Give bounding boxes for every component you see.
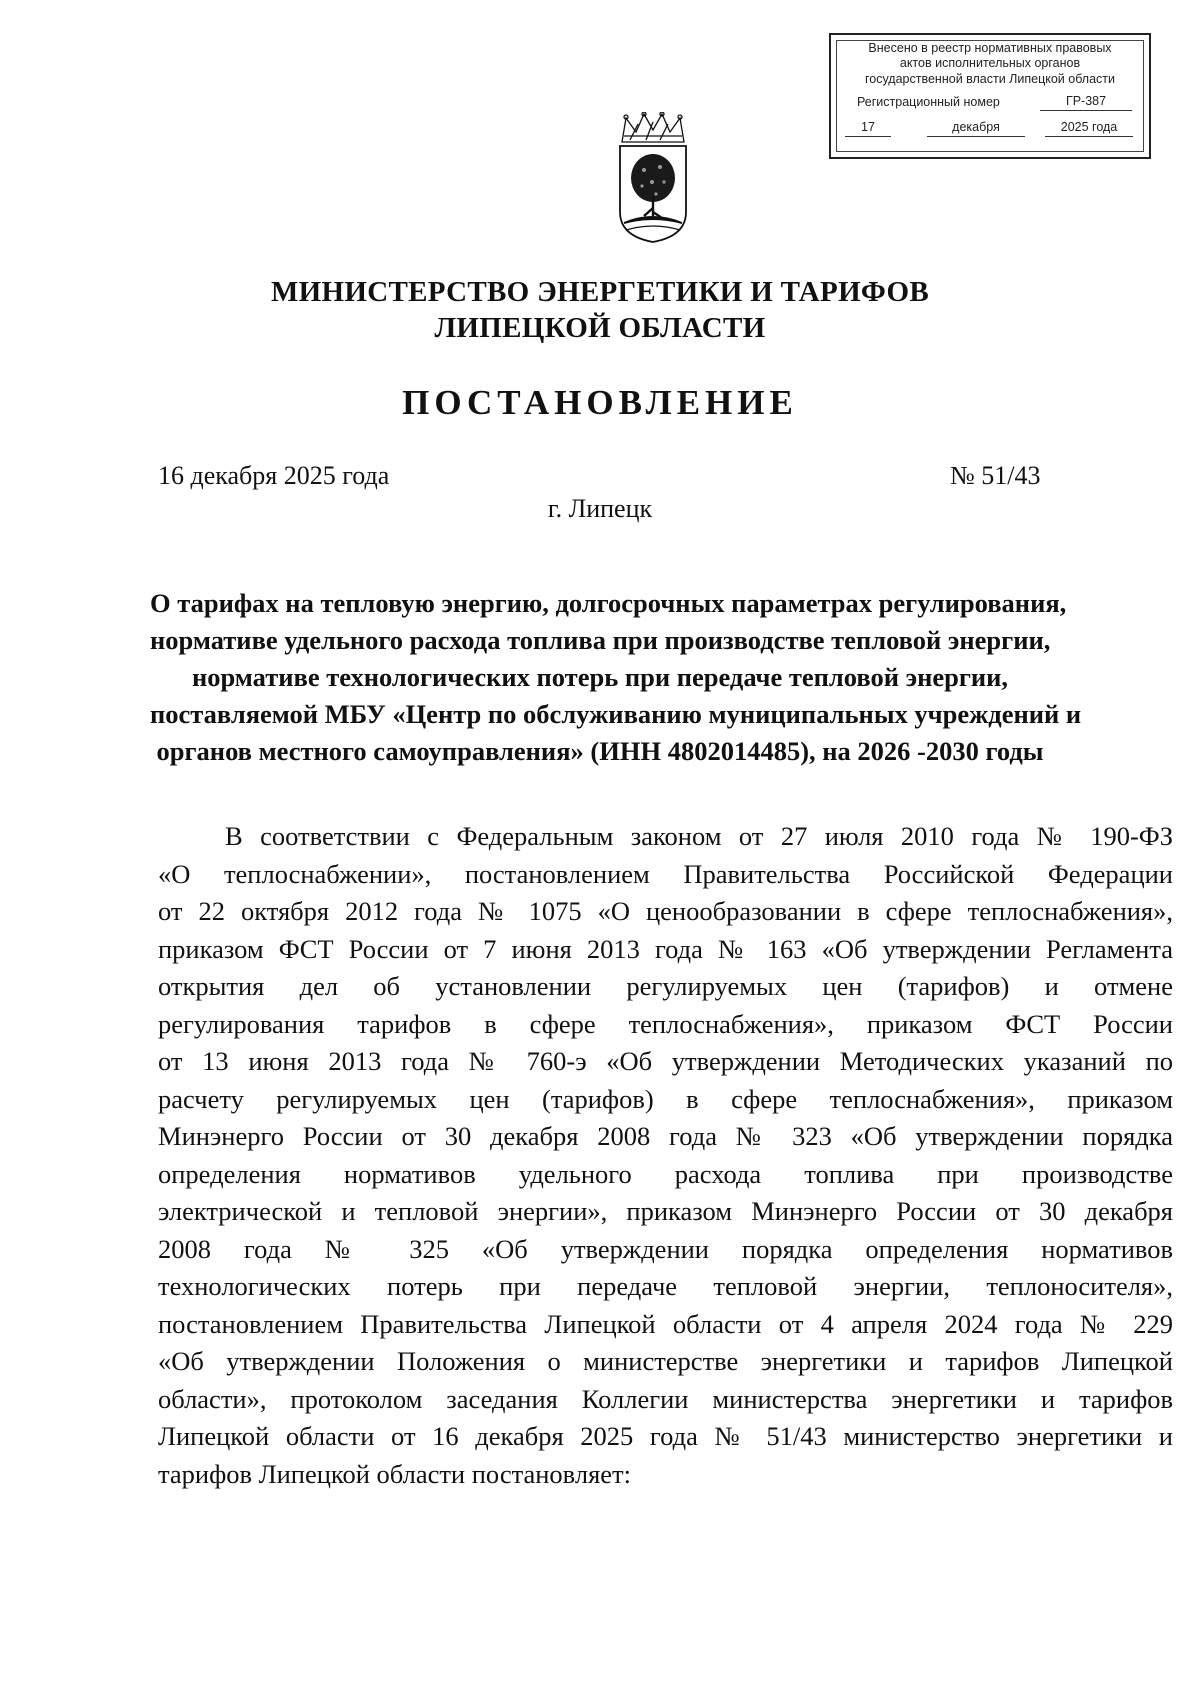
body-line: «Об утверждении Положения о министерстве энергетики и тарифов Липецкой bbox=[158, 1346, 1173, 1376]
title-line: О тарифах на тепловую энергию, долгосрочных параметрах регулирования, bbox=[150, 588, 1067, 618]
body-line: В соответствии с Федеральным законом от 27 июля 2010 года № 190-ФЗ bbox=[225, 821, 1173, 851]
body-line: электрической и тепловой энергии», приказом Минэнерго России от 30 декабря bbox=[158, 1196, 1173, 1226]
lipetsk-coat-of-arms-icon bbox=[616, 112, 690, 244]
body-line: определения нормативов удельного расхода топлива при производстве bbox=[158, 1158, 1173, 1189]
document-date: 16 декабря 2025 года bbox=[158, 461, 390, 490]
stamp-reg-label: Регистрационный номер bbox=[857, 95, 1000, 109]
body-line: от 22 октября 2012 года № 1075 «О ценообразовании в сфере теплоснабжения», bbox=[158, 896, 1173, 926]
body-line: регулирования тарифов в сфере теплоснабжения», приказом ФСТ России bbox=[158, 1008, 1173, 1039]
title-line: поставляемой МБУ «Центр по обслуживанию муниципальных учреждений и bbox=[150, 699, 1082, 729]
body-line: 2008 года № 325 «Об утверждении порядка определения нормативов bbox=[158, 1233, 1173, 1264]
document-city: г. Липецк bbox=[547, 494, 653, 523]
document-type: ПОСТАНОВЛЕНИЕ bbox=[402, 383, 798, 422]
body-line: области», протоколом заседания Коллегии министерства энергетики и тарифов bbox=[158, 1383, 1173, 1414]
stamp-day: 17 bbox=[845, 119, 891, 137]
title-line: органов местного самоуправления» (ИНН 4802014485), на 2026 -2030 годы bbox=[156, 736, 1044, 766]
body-line: тарифов Липецкой области постановляет: bbox=[158, 1458, 631, 1489]
body-line: технологических потерь при передаче тепловой энергии, теплоносителя», bbox=[158, 1271, 1173, 1301]
registration-stamp bbox=[829, 33, 1151, 159]
body-line: от 13 июня 2013 года № 760-э «Об утверждении Методических указаний по bbox=[158, 1046, 1173, 1076]
body-line: «О теплоснабжении», постановлением Правительства Российской Федерации bbox=[158, 858, 1173, 889]
stamp-line-1: Внесено в реестр нормативных правовых bbox=[868, 41, 1112, 55]
ministry-name-line-2: ЛИПЕЦКОЙ ОБЛАСТИ bbox=[434, 312, 766, 344]
body-line: открытия дел об установлении регулируемых цен (тарифов) и отмене bbox=[158, 971, 1173, 1001]
body-line: постановлением Правительства Липецкой области от 4 апреля 2024 года № 229 bbox=[158, 1308, 1173, 1339]
body-line: Липецкой области от 16 декабря 2025 года № 51/43 министерство энергетики и bbox=[158, 1421, 1173, 1451]
body-line: расчету регулируемых цен (тарифов) в сфере теплоснабжения», приказом bbox=[158, 1083, 1173, 1114]
document-body bbox=[158, 818, 1173, 1493]
body-line: Минэнерго России от 30 декабря 2008 года № 323 «Об утверждении порядка bbox=[158, 1121, 1173, 1151]
document-number: № 51/43 bbox=[950, 461, 1041, 490]
body-line: приказом ФСТ России от 7 июня 2013 года № 163 «Об утверждении Регламента bbox=[158, 933, 1173, 964]
stamp-line-3: государственной власти Липецкой области bbox=[864, 72, 1116, 86]
ministry-name-line-1: МИНИСТЕРСТВО ЭНЕРГЕТИКИ И ТАРИФОВ bbox=[271, 276, 929, 308]
stamp-year: 2025 года bbox=[1045, 119, 1133, 137]
title-line: нормативе удельного расхода топлива при производстве тепловой энергии, bbox=[150, 625, 1051, 655]
title-line: нормативе технологических потерь при передаче тепловой энергии, bbox=[191, 662, 1009, 692]
document-title bbox=[150, 585, 1082, 770]
stamp-line-2: актов исполнительных органов bbox=[899, 56, 1081, 70]
stamp-reg-number: ГР-387 bbox=[1040, 93, 1132, 111]
stamp-month: декабря bbox=[927, 119, 1025, 137]
